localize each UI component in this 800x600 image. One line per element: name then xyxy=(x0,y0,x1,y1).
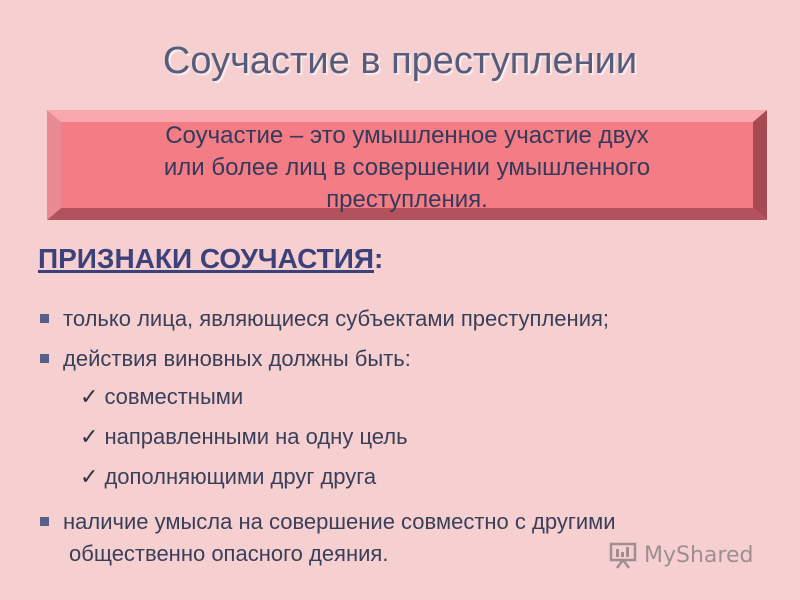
definition-box xyxy=(47,110,767,220)
list-item-text: только лица, являющиеся субъектами преступления; xyxy=(63,306,610,331)
slide-title: Соучастие в преступлении xyxy=(162,40,638,82)
definition-line-3: преступления. xyxy=(326,186,488,213)
section-heading xyxy=(38,243,383,275)
sub-list-item xyxy=(80,384,243,410)
definition-line-1: Соучастие – это умышленное участие двух xyxy=(165,122,649,149)
list-item xyxy=(40,346,411,372)
checkmark-icon: ✓ xyxy=(80,464,99,489)
presentation-board-icon xyxy=(608,540,638,570)
checkmark-icon: ✓ xyxy=(80,424,99,449)
section-heading-text: ПРИЗНАКИ СОУЧАСТИЯ xyxy=(38,243,374,274)
sub-list-item-text: дополняющими друг друга xyxy=(104,464,377,489)
list-item xyxy=(40,306,609,332)
definition-text xyxy=(67,120,747,216)
checkmark-icon: ✓ xyxy=(80,384,99,409)
definition-line-2: или более лиц в совершении умышленного xyxy=(163,154,651,181)
square-bullet-icon xyxy=(40,314,49,323)
sub-list-item-text: направленными на одну цель xyxy=(104,424,408,449)
sub-list-item xyxy=(80,424,408,450)
sub-list-item xyxy=(80,464,376,490)
watermark-text: MyShared xyxy=(644,542,754,568)
section-heading-colon: : xyxy=(374,243,384,274)
square-bullet-icon xyxy=(40,354,49,363)
watermark xyxy=(608,538,768,572)
square-bullet-icon xyxy=(40,517,49,526)
list-item-text: действия виновных должны быть: xyxy=(63,346,411,371)
sub-list-item-text: совместными xyxy=(104,384,244,409)
list-item-line-2: общественно опасного деяния. xyxy=(69,541,389,566)
list-item-line-1: наличие умысла на совершение совместно с другими xyxy=(63,509,616,534)
